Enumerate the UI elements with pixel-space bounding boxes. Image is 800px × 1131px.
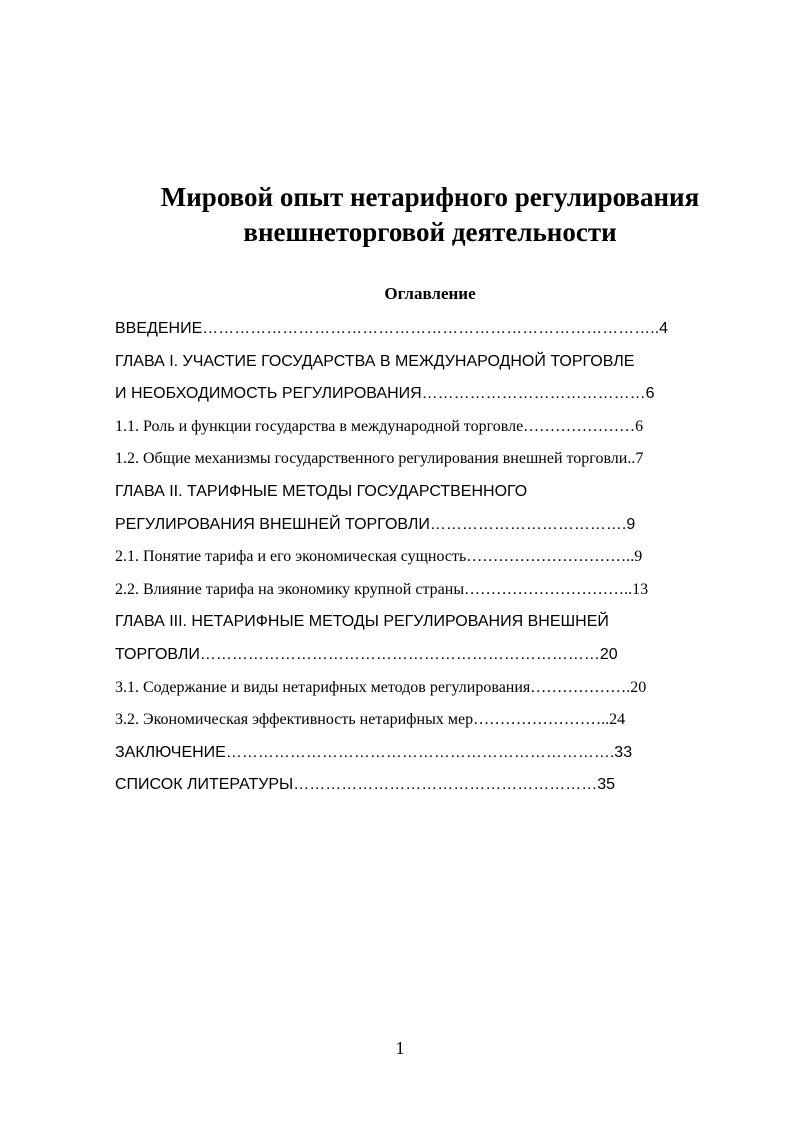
toc-entry-section-2-2: 2.2. Влияние тарифа на экономику крупной страны…………………………..13 [115,580,649,598]
title-line-1: Мировой опыт нетарифного регулирования [160,182,700,212]
toc-entry-chapter-1-line-1: ГЛАВА I. УЧАСТИЕ ГОСУДАРСТВА В МЕЖДУНАРОДНОЙ ТОРГОВЛЕ [115,352,635,370]
toc-entry-introduction: ВВЕДЕНИЕ…………………………………………………………………………..4 [115,320,669,337]
title-line-2: внешнеторговой деятельности [243,217,617,247]
toc-entry-section-3-2: 3.2. Экономическая эффективность нетарифных мер……………………..24 [115,711,626,729]
toc-entry-chapter-2-line-2: РЕГУЛИРОВАНИЯ ВНЕШНЕЙ ТОРГОВЛИ……………………………….9 [115,515,636,533]
toc-entry-chapter-1-line-2: И НЕОБХОДИМОСТЬ РЕГУЛИРОВАНИЯ……………………………………6 [115,385,655,403]
document-title [100,180,760,250]
toc-entry-section-2-1: 2.1. Понятие тарифа и его экономическая сущность…………………………..9 [115,548,643,566]
toc-entry-section-1-1: 1.1. Роль и функции государства в международной торговле…………………6 [115,417,644,435]
toc-heading: Оглавление [384,284,476,303]
toc-entry-chapter-3-line-2: ТОРГОВЛИ…………………………………………………………………20 [115,645,618,663]
toc-entry-chapter-3-line-1: ГЛАВА III. НЕТАРИФНЫЕ МЕТОДЫ РЕГУЛИРОВАНИЯ ВНЕШНЕЙ [115,613,609,631]
toc-entry-section-1-2: 1.2. Общие механизмы государственного регулирования внешней торговли..7 [115,450,644,468]
page-number: 1 [395,1038,405,1058]
table-of-contents [115,313,755,802]
toc-entry-chapter-2-line-1: ГЛАВА II. ТАРИФНЫЕ МЕТОДЫ ГОСУДАРСТВЕННОГО [115,482,528,500]
toc-entry-conclusion: ЗАКЛЮЧЕНИЕ……………………………………………………………….33 [115,743,633,761]
toc-entry-bibliography: СПИСОК ЛИТЕРАТУРЫ…………………………………………………35 [115,776,616,794]
toc-entry-section-3-1: 3.1. Содержание и виды нетарифных методов регулирования……………….20 [115,678,647,696]
